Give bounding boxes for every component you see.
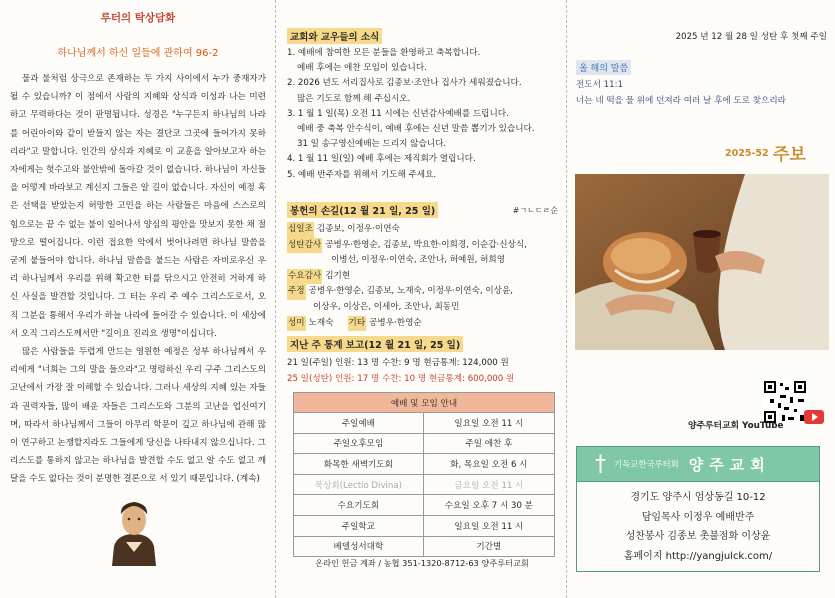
offering-heading: 봉헌의 손길(12 월 21 일, 25 일) — [287, 202, 438, 218]
news-item-text: 2. 2026 년도 서리집사로 김종보·조안나 집사가 세워졌습니다. — [287, 78, 522, 89]
schedule-time: 기간별 — [423, 536, 554, 557]
news-panel — [277, 0, 567, 598]
news-item — [287, 107, 559, 153]
offering-names: 노재숙 — [308, 317, 334, 328]
essay-paragraph: 물과 불처럼 상극으로 존재하는 두 가지 사이에서 누가 중재자가 될 수 있습니까? 이 점에서 사람의 지혜와 상식과 이성과 나는 미련하고 무력하다는 것이 판명됩니다. 성경은 "누구든지 하나님의 나라를 어린아이와 같이 받들지 않는 자는 결단코 그곳에 들어가지 못하리라"고 말합니다. 인간의 상식과 지혜로 이 교훈을 알아보고자 하는 자에게는 헛수고와 불안밖에 돌아갈 것이 없습니다. 하나님이 자신들을 어떻게 바라보고 계신지 그들은 알 길이 없습니다. 자신이 예정 혹은 선택을 받았는지 허망한 고민을 하는 사람들은 마음에 스스로의 힘으로는 끝 수 없는 불이 일어나서 양심의 평안을 맛보지 못한 채 절망으로 떨어집니다. 이런 접요한 악에서 벗어나려면 하나님 말씀을 굳게 붙들어야 합니다. 하나님 말씀을 붙드는 사람은 자비로우신 우리 하나님께서 우리를 위해 확고한 터를 닦으시고 안전히 거하게 하신 사실을 발견할 것입니다. 그 터는 우리 주 예수 그리스도로서, 오직 그분을 통해서 우리가 하늘 나라에 들어갈 수 있습니다. 이 세상에서 오직 그리스도께서만 "길이요 진리요 생명"이십니다. — [10, 74, 266, 339]
offering-names: 이상우, 이상은, 이세아, 조안나, 최동민 — [313, 301, 460, 312]
offering-row — [287, 300, 559, 316]
table-row — [294, 413, 555, 434]
pastor-line: 담임목사 이정우 예배반주 — [641, 511, 755, 523]
schedule-event: 베델성서대학 — [294, 536, 424, 557]
schedule-event: 묵상회(Lectio Divina) — [294, 474, 424, 495]
homepage-link[interactable]: 홈페이지 http://yangjulck.com/ — [623, 550, 773, 562]
offering-label: 기타 — [348, 316, 367, 332]
schedule-time: 일요일 오전 11 시 — [423, 515, 554, 536]
offering-order-tag: #ㄱㄴㄷㄹ순 — [512, 206, 558, 215]
church-info — [576, 482, 820, 572]
essay-series-title: 루터의 탁상담화 — [100, 12, 176, 24]
schedule-event: 주일오후모임 — [294, 433, 424, 454]
news-item-sub: 31 일 송구영신예배는 드리지 않습니다. — [297, 139, 447, 150]
communion-bread-cup-photo — [575, 174, 829, 350]
bulletin-title: 주보 — [773, 145, 806, 165]
members-line: 성찬봉사 김종보 촛불점화 이상윤 — [625, 531, 771, 542]
verse-of-year-tag: 올 해의 말씀 — [576, 60, 631, 75]
offering-row — [287, 222, 559, 238]
offering-list — [287, 222, 559, 331]
cross-icon: † — [595, 451, 606, 477]
news-item-sub: 많은 기도로 함께 해 주십시오. — [297, 93, 411, 104]
schedule-table — [293, 392, 555, 557]
news-item-sub: 예배 중 축복 안수식이, 예배 후에는 신년 말씀 뽑기가 있습니다. — [297, 124, 535, 135]
news-item-text: 5. 예배 반주자를 위해서 기도해 주세요. — [287, 169, 437, 180]
cover-panel — [568, 0, 835, 598]
schedule-time: 수요일 오후 7 시 30 분 — [423, 495, 554, 516]
table-row — [294, 495, 555, 516]
stats-line: 21 일(주일) 인원: 13 명 수찬: 9 명 현금통계: 124,000 원 — [287, 358, 509, 368]
offering-row — [287, 238, 559, 254]
verse-text: 너는 네 떡을 물 위에 던져라 여러 날 후에 도로 찾으리라 — [576, 96, 786, 106]
offering-names: 공병우·한영순, 김종보, 노재숙, 이정우·이연숙, 이상윤, — [308, 286, 513, 297]
church-name: 양주교회 — [688, 455, 771, 474]
schedule-heading: 예배 및 모임 안내 — [294, 393, 555, 413]
offering-label: 수요감사 — [287, 269, 322, 285]
offering-label: 성탄감사 — [287, 238, 322, 254]
verse-reference: 전도서 11:1 — [576, 80, 623, 90]
offering-names: 김종보, 이정우·이연숙 — [316, 224, 400, 234]
news-item — [287, 168, 559, 183]
news-list — [287, 46, 559, 183]
offering-label: 성미 — [287, 316, 306, 332]
offering-account: 온라인 헌금 계좌 / 농협 351-1320-8712-63 양주루터교회 — [315, 558, 529, 568]
offering-row — [287, 269, 559, 285]
schedule-time: 화, 목요일 오전 6 시 — [423, 454, 554, 475]
table-row — [294, 536, 555, 557]
news-heading: 교회와 교우들의 소식 — [287, 28, 382, 44]
schedule-event: 수요기도회 — [294, 495, 424, 516]
offering-names: 공병우·한영순, 김종보, 박요한·이희경, 이순갑·신상식, — [325, 239, 527, 250]
news-item-text: 4. 1 월 11 일(일) 예배 후에는 제직회가 열립니다. — [287, 154, 476, 165]
essay-body — [10, 70, 266, 489]
offering-row — [287, 316, 559, 332]
offering-names: 공병우·한영순 — [369, 317, 422, 328]
news-item-text: 1. 예배에 참여한 모든 분들을 환영하고 축복합니다. — [287, 48, 481, 58]
offering-row — [287, 253, 559, 269]
essay-panel — [0, 0, 276, 598]
news-item-sub: 예배 후에는 애찬 모임이 있습니다. — [297, 63, 427, 74]
offering-row — [287, 284, 559, 300]
essay-subtitle: 하나님께서 하신 일들에 관하여 96-2 — [57, 48, 219, 59]
table-row — [294, 454, 555, 475]
table-row — [294, 515, 555, 536]
schedule-event: 주일예배 — [294, 413, 424, 434]
essay-paragraph: 많은 사람들을 두렵게 만드는 영원한 예정은 성부 하나님께서 우리에게 "너희는 그의 말을 들으라"고 명령하신 우리 구주 그리스도의 고난에서 가장 잘 이해할 수 있습니다. 그러나 세상의 지혜 있는 자들과 권력자들, 많이 배운 자들은 그리스도와 그분의 고난을 업신여기며, 따라서 하나님께서 그들이 아무리 학문이 깊고 하나님에 관해 많이 연구하고 논쟁할지라도 그들에게 당신을 나타내지 않으십니다. 그리스도를 통하지 않고는 하나님을 발견할 수도 없고 알 수도 없고 깨달을 수도 없다는 것이 분명한 결론으로 서 있기 때문입니다. (계속) — [10, 347, 266, 485]
schedule-event: 주일학교 — [294, 515, 424, 536]
table-row — [294, 474, 555, 495]
news-item — [287, 46, 559, 76]
schedule-time: 주일 애찬 후 — [423, 433, 554, 454]
stats-heading: 지난 주 통계 보고(12 월 21 일, 25 일) — [287, 336, 463, 352]
youtube-label: 양주루터교회 YouTube — [688, 421, 784, 431]
news-item-text: 3. 1 월 1 일(목) 오전 11 시에는 신년감사예배를 드립니다. — [287, 108, 509, 119]
news-item — [287, 152, 559, 167]
stats-report — [287, 355, 514, 387]
youtube-icon — [804, 410, 824, 424]
schedule-time: 일요일 오전 11 시 — [423, 413, 554, 434]
news-item — [287, 76, 559, 106]
issue-number: 2025-52 — [725, 148, 769, 159]
denomination-name: 기독교한국루터회 — [614, 459, 679, 469]
offering-label: 십일조 — [287, 222, 314, 238]
bulletin-date: 2025 년 12 월 28 일 성탄 후 첫째 주일 — [675, 32, 827, 42]
offering-names: 이병선, 이정우·이연숙, 조안나, 허예원, 허희영 — [331, 255, 506, 266]
offering-label: 주정 — [287, 284, 306, 300]
schedule-time: 금요일 오전 11 시 — [423, 474, 554, 495]
table-row — [294, 433, 555, 454]
offering-names: 김기현 — [325, 270, 351, 281]
church-address: 경기도 양주시 엄상동길 10-12 — [630, 492, 766, 503]
luther-portrait-icon — [104, 494, 164, 566]
church-banner — [576, 446, 820, 482]
stats-line: 25 일(성탄) 인원: 17 명 수찬: 10 명 현금통계: 600,000 원 — [287, 374, 515, 384]
schedule-event: 화목한 새벽기도회 — [294, 454, 424, 475]
